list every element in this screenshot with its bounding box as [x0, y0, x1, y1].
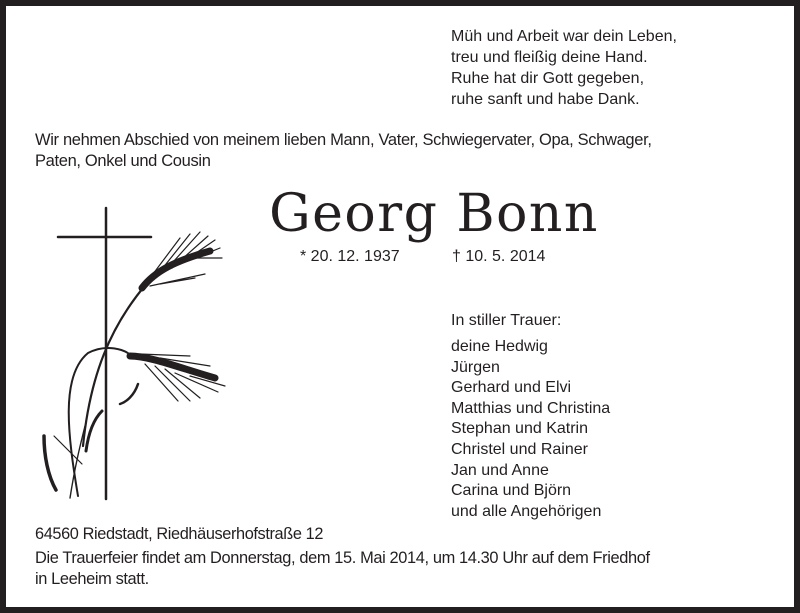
farewell-intro [35, 129, 763, 171]
poem-line: ruhe sanft und habe Dank. [451, 91, 640, 108]
cross-with-wheat-icon [30, 206, 236, 506]
mourner-item: Jan und Anne [451, 461, 549, 479]
poem-line: Müh und Arbeit war dein Leben, [451, 28, 677, 45]
mourner-item: Stephan und Katrin [451, 420, 588, 438]
mourner-item: Carina und Björn [451, 482, 572, 500]
mourners-title: In stiller Trauer: [451, 312, 562, 329]
intro-line: Wir nehmen Abschied von meinem lieben Mann, Vater, Schwiegervater, Opa, Schwager, [35, 130, 652, 149]
mourner-item: und alle Angehörigen [451, 502, 602, 520]
mourner-item: Jürgen [451, 358, 500, 376]
memorial-poem [451, 26, 677, 110]
funeral-info [35, 547, 768, 589]
mourner-item: Gerhard und Elvi [451, 379, 572, 397]
address: 64560 Riedstadt, Riedhäuserhofstraße 12 [35, 524, 324, 543]
intro-line: Paten, Onkel und Cousin [35, 151, 211, 170]
mourner-item: deine Hedwig [451, 338, 548, 355]
funeral-line: Die Trauerfeier findet am Donnerstag, dem 15. Mai 2014, um 14.30 Uhr auf dem Friedhof [35, 548, 650, 567]
poem-line: Ruhe hat dir Gott gegeben, [451, 70, 645, 87]
mourners-list [451, 337, 610, 522]
mourner-item: Matthias und Christina [451, 399, 611, 417]
funeral-line: in Leeheim statt. [35, 569, 149, 588]
deceased-name: Georg Bonn [269, 184, 599, 244]
birth-date: * 20. 12. 1937 [300, 248, 400, 265]
mourner-item: Christel und Rainer [451, 440, 588, 458]
death-date: † 10. 5. 2014 [452, 248, 546, 265]
obituary-notice [6, 6, 794, 607]
poem-line: treu und fleißig deine Hand. [451, 49, 648, 66]
